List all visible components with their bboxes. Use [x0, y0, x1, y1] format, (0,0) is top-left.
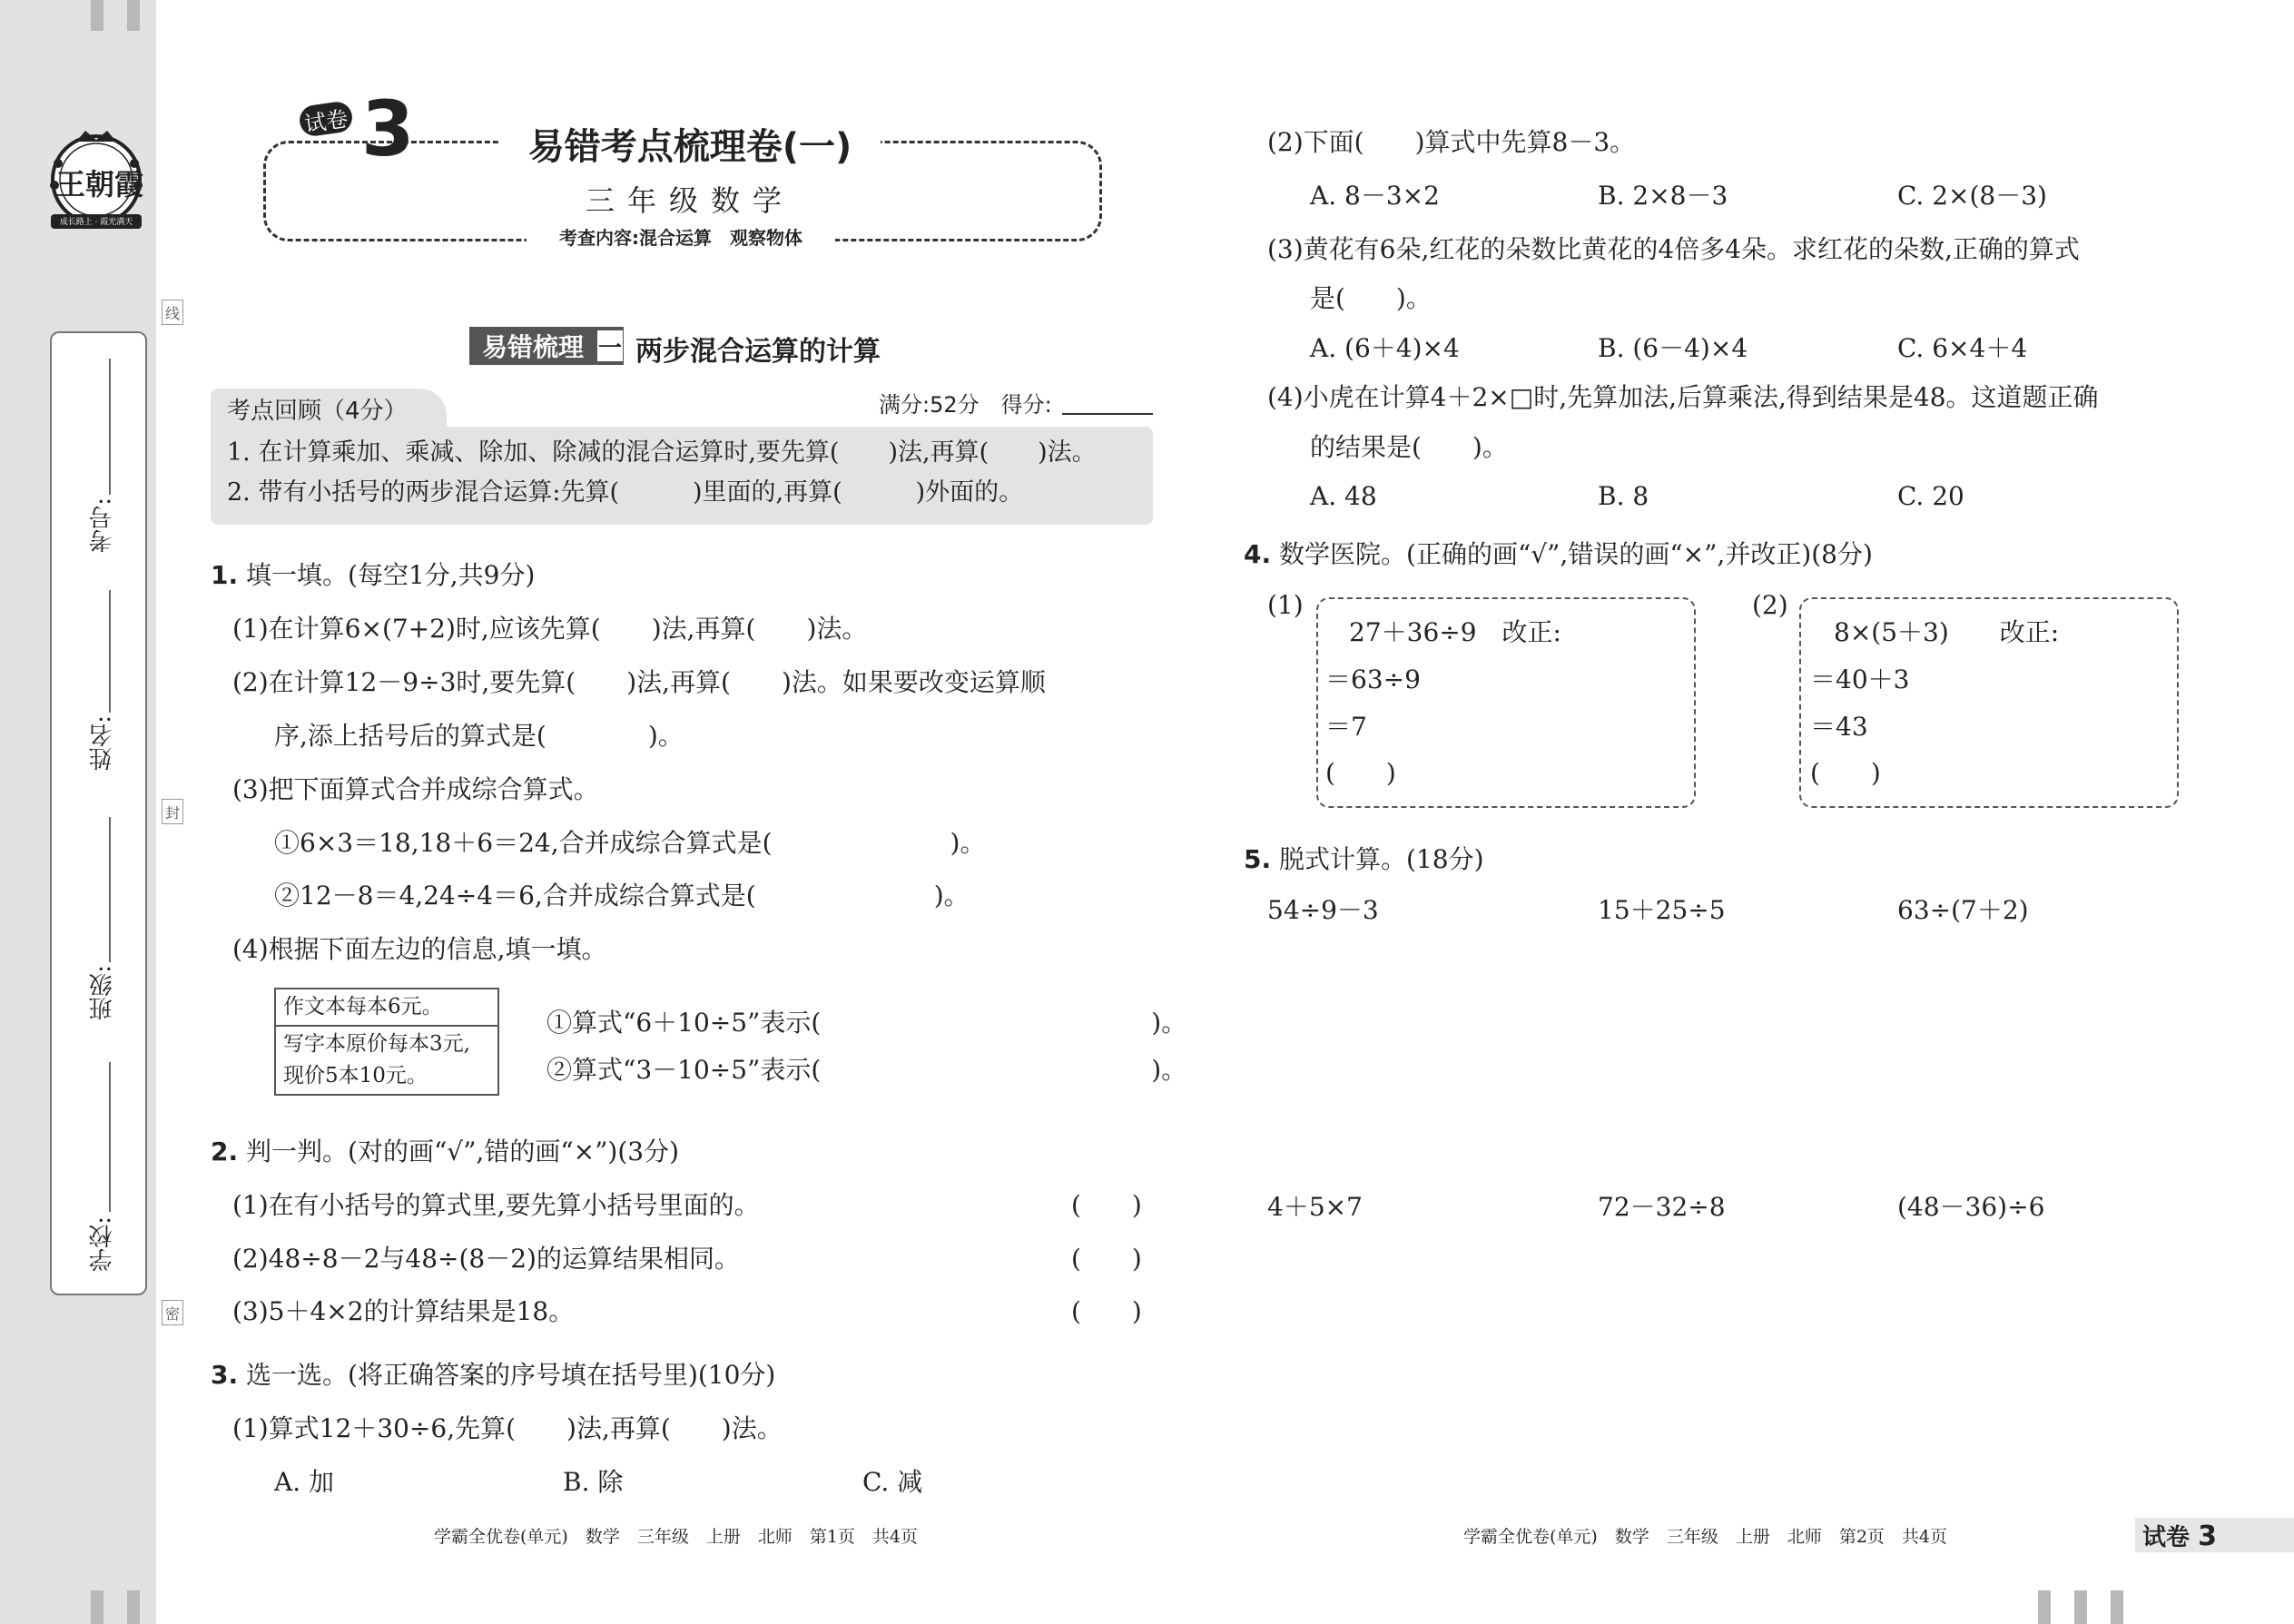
question-item: (1)算式12＋30÷6,先算( )法,再算( )法。 [232, 1413, 783, 1443]
calc-problem: (48－36)÷6 [1897, 1192, 2045, 1222]
binding-tick [91, 1590, 103, 1624]
option: C. 减 [862, 1467, 923, 1497]
info-row: 作文本每本6元。 [276, 989, 497, 1027]
binding-tick [2038, 1590, 2051, 1624]
calc-problem: 15＋25÷5 [1598, 895, 1726, 925]
box-label: (2) [1752, 590, 1788, 620]
field-line[interactable] [109, 1062, 111, 1212]
question-item: (2)在计算12－9÷3时,要先算( )法,再算( )法。如果要改变运算顺 [232, 667, 1046, 697]
logo-caption: 成长路上 · 霞光满天 [59, 218, 133, 227]
question-item: (3)黄花有6朵,红花的朵数比黄花的4倍多4朵。求红花的朵数,正确的算式 [1267, 234, 2080, 264]
question-number: 2. [211, 1137, 239, 1166]
option: A. (6＋4)×4 [1310, 333, 1460, 363]
student-info-box [50, 331, 147, 1295]
footer-left: 学霸全优卷(单元) 数学 三年级 上册 北师 第1页 共4页 [434, 1527, 919, 1547]
section-number: 一 [597, 330, 623, 361]
field-line[interactable] [109, 359, 111, 495]
calc-problem: 4＋5×7 [1267, 1192, 1363, 1222]
exam-scope: 考查内容:混合运算 观察物体 [527, 223, 835, 250]
question-item: (3)把下面算式合并成综合算式。 [232, 774, 599, 804]
question-item: ①6×3＝18,18＋6＝24,合并成综合算式是( )。 [274, 828, 986, 858]
info-table [274, 988, 499, 1096]
section-title: 两步混合运算的计算 [635, 336, 881, 368]
question-item: (2)48÷8－2与48÷(8－2)的运算结果相同。 [232, 1244, 740, 1274]
box-label: (1) [1267, 590, 1304, 620]
calc-problem: 72－32÷8 [1598, 1192, 1726, 1222]
option: C. 2×(8－3) [1897, 181, 2047, 211]
corner-badge-number: 3 [2198, 1521, 2217, 1552]
review-tab: 考点回顾（4分） [211, 389, 447, 428]
answer-blank[interactable]: ( ) [1071, 1190, 1142, 1220]
calc-line: ＝7 [1325, 712, 1367, 742]
cut-mark: 密 [162, 1300, 183, 1325]
question-item: 序,添上括号后的算式是( )。 [274, 721, 684, 751]
question-text: 脱式计算。(18分) [1279, 844, 1484, 874]
question-item: (4)根据下面左边的信息,填一填。 [232, 934, 607, 964]
info-row: 写字本原价每本3元, [283, 1032, 470, 1057]
field-school: 学校: [89, 1216, 116, 1272]
question-item: (4)小虎在计算4＋2×□时,先算加法,后算乘法,得到结果是48。这道题正确 [1267, 382, 2099, 412]
question-item: (3)5＋4×2的计算结果是18。 [232, 1296, 575, 1326]
option: B. (6－4)×4 [1598, 333, 1748, 363]
binding-tick [127, 1590, 140, 1624]
binding-tick [91, 0, 103, 31]
question-number: 3. [211, 1360, 239, 1390]
score-label: 满分:52分 得分: [879, 392, 1052, 418]
corner-badge-label: 试卷 [2142, 1524, 2191, 1551]
field-line[interactable] [109, 590, 111, 713]
trial-number: 3 [361, 84, 415, 173]
option: A. 8－3×2 [1310, 181, 1440, 211]
cut-mark: 线 [162, 300, 183, 325]
calc-line: 27＋36÷9 改正: [1349, 617, 1561, 647]
question-2-header [211, 1137, 679, 1167]
footer-right: 学霸全优卷(单元) 数学 三年级 上册 北师 第2页 共4页 [1463, 1527, 1948, 1547]
corner-badge [2142, 1519, 2217, 1552]
question-text: 填一填。(每空1分,共9分) [246, 560, 536, 590]
binding-tick [2111, 1590, 2123, 1624]
question-number: 4. [1244, 539, 1272, 569]
question-item: 是( )。 [1310, 283, 1432, 313]
field-line[interactable] [109, 817, 111, 962]
calc-line: ＝43 [1810, 712, 1868, 742]
binding-tick [2074, 1590, 2087, 1624]
option: C. 20 [1897, 481, 1964, 511]
field-name: 姓名: [89, 715, 116, 771]
question-item: ②算式“3－10÷5”表示( )。 [546, 1055, 1187, 1085]
question-item: ①算式“6＋10÷5”表示( )。 [546, 1008, 1187, 1038]
field-class: 班级: [89, 965, 116, 1020]
question-5-header [1244, 844, 1484, 875]
cut-mark: 封 [162, 799, 183, 824]
calc-problem: 54÷9－3 [1267, 895, 1379, 925]
info-row: 现价5本10元。 [283, 1064, 428, 1088]
question-item: 的结果是( )。 [1310, 432, 1508, 462]
option: A. 48 [1310, 481, 1377, 511]
page-title: 易错考点梳理卷(一) [499, 118, 881, 170]
question-number: 1. [211, 560, 239, 590]
calc-line: 8×(5＋3) 改正: [1834, 617, 2060, 647]
answer-blank[interactable]: ( ) [1325, 758, 1396, 788]
question-text: 数学医院。(正确的画“√”,错误的画“×”,并改正)(8分) [1279, 539, 1873, 569]
answer-blank[interactable]: ( ) [1071, 1244, 1142, 1274]
calc-line: ＝40＋3 [1810, 664, 1910, 694]
question-1-header [211, 560, 535, 591]
trial-badge: 试卷 [298, 100, 354, 138]
question-text: 选一选。(将正确答案的序号填在括号里)(10分) [246, 1360, 776, 1390]
question-item: (2)下面( )算式中先算8－3。 [1267, 127, 1636, 157]
field-exam-number: 考号: [89, 497, 116, 553]
answer-blank[interactable]: ( ) [1071, 1296, 1142, 1326]
calc-problem: 63÷(7＋2) [1897, 895, 2029, 925]
review-line: 1. 在计算乘加、乘减、除加、除减的混合运算时,要先算( )法,再算( )法。 [227, 438, 1097, 467]
option: B. 除 [563, 1467, 624, 1497]
option: A. 加 [274, 1467, 335, 1497]
option: C. 6×4＋4 [1897, 333, 2028, 363]
calc-line: ＝63÷9 [1325, 664, 1421, 694]
logo-text: 王朝霞 [56, 167, 144, 202]
subject-title: 三年级数学 [585, 183, 794, 218]
section-tag-label: 易错梳理 [481, 332, 584, 362]
binding-tick [127, 0, 140, 31]
question-item: (1)在计算6×(7+2)时,应该先算( )法,再算( )法。 [232, 614, 868, 644]
question-item: ②12－8＝4,24÷4＝6,合并成综合算式是( )。 [274, 881, 970, 910]
question-number: 5. [1244, 844, 1272, 874]
question-text: 判一判。(对的画“√”,错的画“×”)(3分) [246, 1137, 680, 1166]
answer-blank[interactable]: ( ) [1810, 758, 1881, 788]
review-line: 2. 带有小括号的两步混合运算:先算( )里面的,再算( )外面的。 [227, 478, 1024, 507]
question-4-header [1244, 539, 1873, 570]
question-item: (1)在有小括号的算式里,要先算小括号里面的。 [232, 1190, 760, 1220]
question-3-header [211, 1360, 775, 1391]
option: B. 2×8－3 [1598, 181, 1728, 211]
option: B. 8 [1598, 481, 1649, 511]
score-input[interactable] [1062, 413, 1153, 415]
